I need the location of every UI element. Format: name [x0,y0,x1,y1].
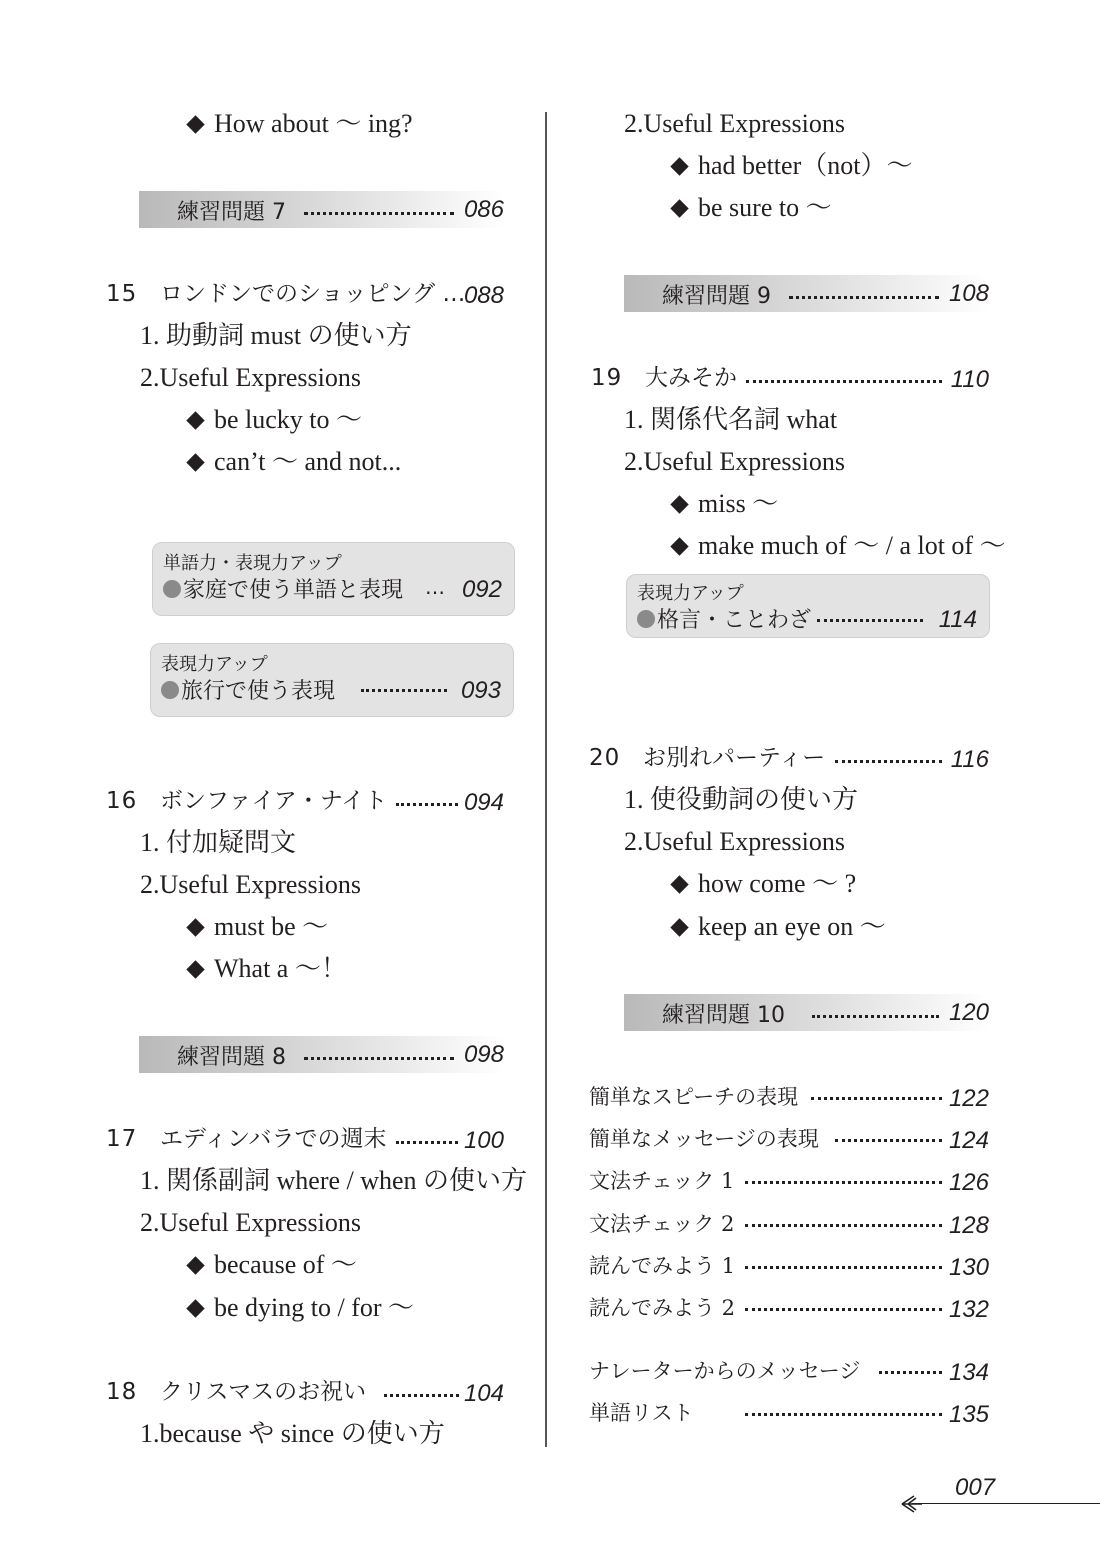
toc-subitem: 2.Useful Expressions [624,827,845,856]
page-number: 088 [463,282,504,309]
leader-dots [396,1141,458,1144]
chapter-number: 17 [106,1126,138,1152]
box-subtitle: 表現力アップ [161,654,268,675]
chapter-heading[interactable] [106,278,504,310]
bullet-dot-icon [637,610,655,628]
entry-title: 読んでみよう 1 [589,1254,736,1278]
entry-title: 簡単なスピーチの表現 [589,1085,799,1109]
exercise-bar[interactable] [139,1036,504,1073]
entry-title: 文法チェック 2 [589,1212,735,1236]
diamond-icon [186,1299,204,1317]
toc-bullet: had better（not）～ [669,150,912,182]
leader-dots [811,1097,942,1100]
diamond-icon [186,411,204,429]
chapter-title: ロンドンでのショッピング … [160,281,466,307]
chapter-heading[interactable] [106,1376,504,1408]
exercise-label: 練習問題 10 [662,1003,785,1028]
leader-dots [745,1266,942,1269]
misc-entry[interactable] [589,1355,989,1387]
chapter-number: 15 [106,281,138,307]
leader-dots [304,212,454,215]
leader-dots [384,1394,459,1397]
page-number: 104 [463,1380,504,1407]
toc-subitem: 1. 関係副詞 where / when の使い方 [140,1166,528,1195]
supplement-box[interactable] [626,574,990,638]
entry-title: 簡単なメッセージの表現 [589,1127,819,1151]
misc-entry[interactable] [589,1292,989,1324]
diamond-icon [670,875,688,893]
page-number: 098 [463,1041,504,1068]
page-number: 124 [948,1127,989,1154]
page-number: 135 [948,1401,989,1428]
column-divider [545,112,547,1447]
chapter-number: 18 [106,1379,138,1405]
entry-title: 単語リスト [589,1401,694,1425]
page-number: 094 [463,789,504,816]
misc-entry[interactable] [589,1397,989,1429]
page-number: 100 [463,1127,504,1154]
bullet-dot-icon [161,681,179,699]
toc-bullet: can’t ～ and not... [185,446,401,478]
chapter-number: 16 [106,788,138,814]
diamond-icon [670,495,688,513]
page-number: 126 [948,1169,989,1196]
leader-dots [304,1057,454,1060]
page-number: 130 [948,1254,989,1281]
diamond-icon [186,115,204,133]
arrow-ornament-icon [900,1493,924,1515]
misc-entry[interactable] [589,1165,989,1197]
leader-dots [745,1308,942,1311]
supplement-box[interactable] [150,643,514,717]
toc-subitem: 1. 付加疑問文 [140,828,297,857]
misc-entry[interactable] [589,1250,989,1282]
toc-bullet: be dying to / for ～ [185,1292,414,1324]
chapter-heading[interactable] [589,742,989,774]
page-number: 108 [948,280,989,307]
diamond-icon [670,157,688,175]
toc-bullet: how come ～ ? [669,868,856,900]
chapter-number: 19 [591,365,623,391]
toc-bullet: miss ～ [669,488,778,520]
page-number: 132 [948,1296,989,1323]
entry-title: 読んでみよう 2 [589,1296,736,1320]
diamond-icon [186,453,204,471]
leader-dots [745,1224,942,1227]
chapter-title: ボンファイア・ナイト [160,788,388,814]
page-number: 114 [938,606,977,633]
toc-subitem: 2.Useful Expressions [140,363,361,392]
toc-bullet: make much of ～ / a lot of ～ [669,530,1006,562]
toc-subitem: 2.Useful Expressions [624,109,845,138]
leader-dots [746,380,942,383]
page-number: 128 [948,1212,989,1239]
chapter-title: お別れパーティー [643,745,826,771]
chapter-number: 20 [589,745,621,771]
chapter-title: 大みそか [645,365,737,391]
entry-title: 文法チェック 1 [589,1169,735,1193]
chapter-title: クリスマスのお祝い [160,1379,367,1405]
toc-subitem: 1. 関係代名詞 what [624,405,838,434]
page-number: 120 [948,999,989,1026]
page-number: 092 [461,576,502,603]
footer-page-number: 007 [955,1474,996,1501]
leader-dots [835,760,942,763]
page-number: 116 [950,746,989,773]
diamond-icon [186,918,204,936]
leader-dots [745,1413,942,1416]
page-number: 122 [948,1085,989,1112]
exercise-bar[interactable] [624,275,989,312]
misc-entry[interactable] [589,1081,989,1113]
toc-bullet: How about ～ ing? [185,108,413,140]
box-title: 家庭で使う単語と表現 [163,573,403,604]
toc-bullet: What a ～！ [185,953,347,985]
footer-rule [912,1503,1100,1504]
misc-entry[interactable] [589,1123,989,1155]
toc-subitem: 1. 助動詞 must の使い方 [140,321,412,350]
leader-dots: … [425,575,445,599]
box-subtitle: 単語力・表現力アップ [163,553,342,574]
toc-subitem: 1.because や since の使い方 [140,1419,445,1448]
diamond-icon [186,960,204,978]
diamond-icon [186,1256,204,1274]
leader-dots [745,1181,942,1184]
page-number: 093 [460,677,501,704]
leader-dots [361,689,447,692]
leader-dots [879,1371,942,1374]
exercise-bar[interactable] [139,191,504,228]
diamond-icon [670,537,688,555]
chapter-heading[interactable] [591,362,989,394]
toc-bullet: be lucky to ～ [185,404,362,436]
toc-subitem: 2.Useful Expressions [624,447,845,476]
supplement-box[interactable] [152,542,515,616]
box-title: 旅行で使う表現 [161,674,335,705]
toc-subitem: 2.Useful Expressions [140,1208,361,1237]
leader-dots [396,803,458,806]
exercise-label: 練習問題 7 [177,200,286,225]
misc-entry[interactable] [589,1208,989,1240]
diamond-icon [670,199,688,217]
leader-dots [835,1139,942,1142]
leader-dots [789,296,939,299]
page-number: 110 [950,366,989,393]
toc-bullet: because of ～ [185,1249,357,1281]
toc-bullet: keep an eye on ～ [669,911,886,943]
bullet-dot-icon [163,580,181,598]
leader-dots [812,1015,939,1018]
exercise-label: 練習問題 8 [177,1045,286,1070]
toc-bullet: must be ～ [185,911,328,943]
chapter-heading[interactable] [106,785,504,817]
toc-bullet: be sure to ～ [669,192,832,224]
box-title: 格言・ことわざ [637,603,811,634]
chapter-heading[interactable] [106,1123,504,1155]
exercise-bar[interactable] [624,994,989,1031]
page-number: 086 [463,196,504,223]
toc-subitem: 1. 使役動詞の使い方 [624,785,859,814]
leader-dots [817,619,923,622]
chapter-title: エディンバラでの週末 [160,1126,387,1152]
toc-subitem: 2.Useful Expressions [140,870,361,899]
exercise-label: 練習問題 9 [662,284,771,309]
diamond-icon [670,918,688,936]
entry-title: ナレーターからのメッセージ [589,1359,861,1383]
page-number: 134 [948,1359,989,1386]
box-subtitle: 表現力アップ [637,583,744,604]
